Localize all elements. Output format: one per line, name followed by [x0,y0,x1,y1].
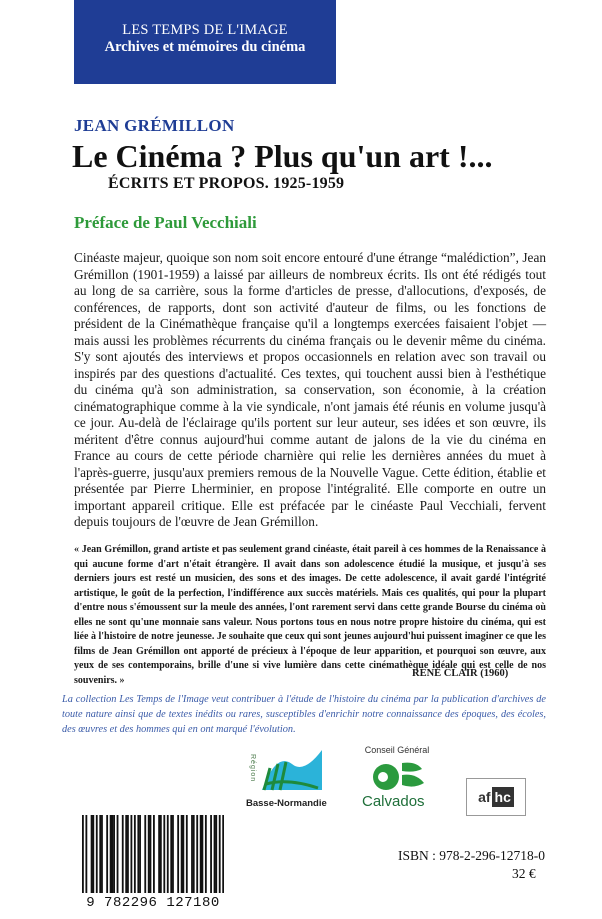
barcode-digits: 9 782296 127180 [86,895,220,911]
isbn: ISBN : 978-2-296-12718-0 [398,848,545,863]
barcode [82,815,224,915]
calvados-name: Calvados [362,793,425,810]
quote-author: RENÉ CLAIR (1960) [412,668,509,679]
price: 32 € [512,866,536,881]
region-vertical-label: Région [249,753,256,783]
calvados-emblem-icon [366,759,428,793]
afhc-left: af [478,789,491,805]
series-subtitle: Archives et mémoires du cinéma [104,39,306,55]
afhc-logo [466,778,526,816]
barcode-bars-icon [82,815,224,895]
series-banner [74,0,336,84]
region-basse-normandie-logo [240,742,348,814]
series-title: LES TEMPS DE L'IMAGE [122,22,288,38]
calvados-logo [358,745,436,813]
afhc-right: hc [492,787,514,807]
book-subtitle: ÉCRITS ET PROPOS. 1925-1959 [108,175,345,192]
region-logo-icon [258,744,326,796]
calvados-top-label: Conseil Général [364,745,430,755]
book-title: Le Cinéma ? Plus qu'un art !... [72,138,493,174]
preface-credit: Préface de Paul Vecchiali [74,213,257,232]
collection-note: La collection Les Temps de l'Image veut contribuer à l'étude de l'histoire du cinéma par la publication d'archives de toute nature ainsi que de textes inédits ou rares, susceptibles d'enrichir notre connaissance des époques, des écoles, des œuvres et des hommes qui en ont marqué l'évolution. [62,694,546,735]
book-author: JEAN GRÉMILLON [74,116,235,135]
blurb-text: Cinéaste majeur, quoique son nom soit encore entouré d'une étrange “malédiction”, Jean Grémillon (1901-1959) a laissé par ailleurs de nombreux écrits. Ils ont été rédigés tout au long de sa carrière, sous la forme d'articles de presse, d'allocutions, d'exposés, de conférences, de rapports, dont son activité d'auteur de films, ou les fonctions de président de la Cinémathèque française qu'il a longtemps exercées faisaient l'objet — mais aussi les problèmes récurrents du cinéma français ou le devenir même du cinéma. S'y sont ajoutés des interviews et propos occasionnels en relation avec son travail ou inspirés par des questions d'actualité. Ces textes, qui touchent aussi bien à l'esthétique du cinéma qu'à son administration, sa conservation, son économie, à la création cinématographique comme à la vie syndicale, n'ont jamais été réunis en volume jusqu'à ce jour. Au-delà de l'éclairage qu'ils portent sur leur auteur, ses idées et son œuvre, ils méritent d'être connus aujourd'hui comme autant de jalons de la vie du cinéma en France au cours de cette période charnière qui relie les dernières années du muet à l'après-guerre, jusqu'aux premiers remous de la Nouvelle Vague. Cette édition, établie et présentée par Pierre Lherminier, en propose l'intégralité. Elle comporte en outre un important appareil critique. Elle est préfacée par le cinéaste Paul Vecchiali, fervent depuis toujours de l'œuvre de Jean Grémillon. [74,250,546,529]
quote-text: « Jean Grémillon, grand artiste et pas seulement grand cinéaste, était pareil à ces hommes de la Renaissance à qui aucune forme d'art n'était étrangère. Il avait dans son adolescence étudié la musique, et jusqu'à ses derniers jours est resté un musicien, des sons et des images. De cette adolescence, il avait gardé l'intégrité artistique, le goût de la perfection, l'indifférence aux succès matériels. Mais ces qualités, qui pour la plupart d'entre nous s'émoussent sur la meule des années, l'ont rarement servi dans cette grande Bourse du cinéma où elles ne sont qu'une monnaie sans valeur. Nous portons tous en nous notre propre histoire du cinéma, qui est liée à l'histoire de notre jeunesse. Je souhaite que ceux qui sont jeunes aujourd'hui puissent imaginer ce que les films de Jean Grémillon ont apporté de précieux à l'époque de leur apparition, et pourquoi son œuvre, aux yeux de ses contemporains, brille d'une si vive lumière dans cette cinémathèque idéale qui est celle de nos souvenirs. » [74,544,546,686]
region-name: Basse-Normandie [246,798,327,809]
